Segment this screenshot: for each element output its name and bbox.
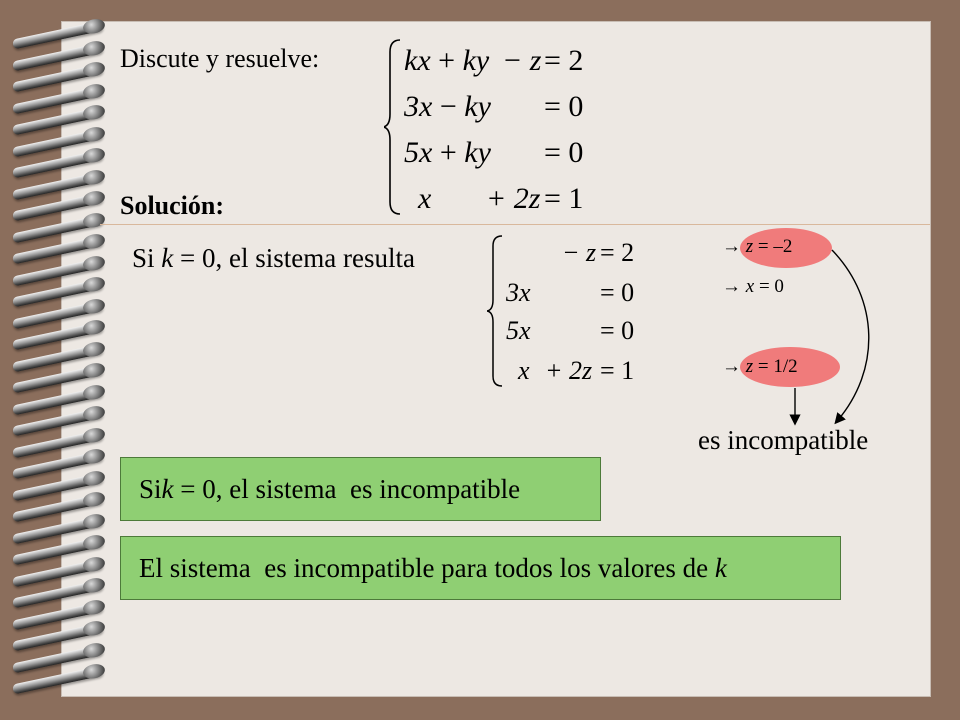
- reduced-row-3: 5x: [506, 316, 531, 345]
- reduced-row-4-z: + 2z: [545, 356, 593, 385]
- result-x-0: → x = 0: [722, 276, 784, 297]
- incompatible-label: es incompatible: [698, 425, 869, 455]
- reduced-row-1: − z: [562, 238, 597, 267]
- system-row-1-z: − z: [502, 44, 542, 77]
- conclusion-box-k0: Si k = 0, el sistema es incompatible: [120, 457, 601, 521]
- system-row-3-rhs: = 0: [544, 136, 584, 169]
- system-row-2: 3x − ky: [404, 90, 491, 123]
- reduced-row-2-rhs: = 0: [600, 278, 635, 307]
- right-arrow-icon: →: [722, 236, 741, 257]
- reduced-row-1-rhs: = 2: [600, 238, 635, 267]
- system-row-4: x: [418, 182, 432, 215]
- result-z-half: → z = 1/2: [722, 356, 798, 377]
- case-line: Si k = 0, el sistema resulta: [132, 243, 415, 273]
- reduced-row-3-rhs: = 0: [600, 316, 635, 345]
- result-z-minus-2: → z = –2: [722, 236, 793, 257]
- reduced-row-4: x: [518, 356, 530, 385]
- right-arrow-icon: →: [722, 276, 741, 297]
- system-row-2-rhs: = 0: [544, 90, 584, 123]
- system-row-1: kx + ky: [404, 44, 490, 77]
- right-arrow-icon: →: [722, 356, 741, 377]
- page-title: Discute y resuelve:: [120, 44, 320, 73]
- reduced-row-4-rhs: = 1: [600, 356, 635, 385]
- system-row-4-rhs: = 1: [544, 182, 584, 215]
- system-row-3: 5x + ky: [404, 136, 491, 169]
- conclusion-box-all-k: El sistema es incompatible para todos los valores de k: [120, 536, 841, 600]
- solution-label: Solución:: [120, 191, 225, 220]
- reduced-row-2: 3x: [506, 278, 531, 307]
- system-row-1-rhs: = 2: [544, 44, 584, 77]
- system-row-4-z: + 2z: [486, 182, 541, 215]
